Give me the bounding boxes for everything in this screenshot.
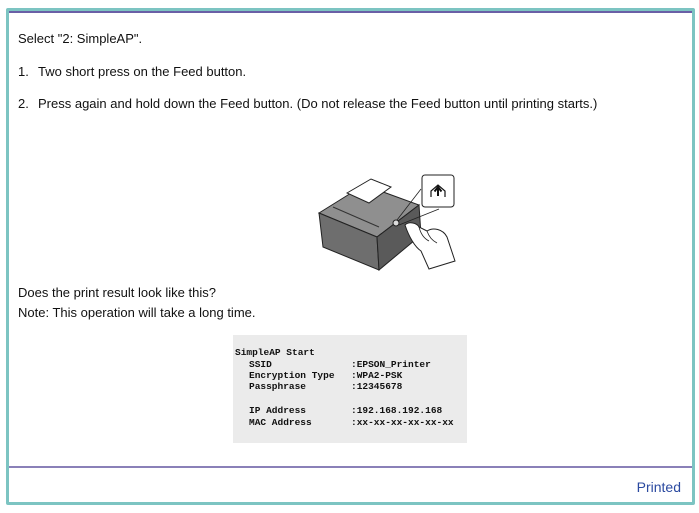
select-instruction: Select "2: SimpleAP". bbox=[18, 31, 143, 46]
pressing-hand-icon bbox=[405, 223, 455, 269]
step-2-text: Press again and hold down the Feed button. (Do not release the Feed button until printing starts.) bbox=[38, 96, 598, 111]
step-1 bbox=[18, 64, 246, 79]
receipt-value: :xx-xx-xx-xx-xx-xx bbox=[351, 417, 454, 428]
receipt-sample bbox=[233, 335, 467, 443]
printer-illustration bbox=[309, 165, 467, 275]
feed-button-icon bbox=[422, 175, 454, 207]
receipt-title: SimpleAP Start bbox=[235, 347, 315, 358]
step-1-text: Two short press on the Feed button. bbox=[38, 64, 247, 79]
receipt-label: Encryption Type bbox=[249, 370, 335, 381]
footer-divider bbox=[9, 466, 692, 468]
receipt-label: Passphrase bbox=[249, 381, 307, 392]
receipt-label: SSID bbox=[249, 359, 272, 370]
print-result-question: Does the print result look like this? bbox=[18, 285, 216, 300]
receipt-value: :12345678 bbox=[351, 381, 403, 392]
top-accent-line bbox=[9, 11, 692, 13]
receipt-value: :WPA2-PSK bbox=[351, 370, 403, 381]
receipt-value: :EPSON_Printer bbox=[351, 359, 431, 370]
receipt-label: MAC Address bbox=[249, 417, 312, 428]
step-2-number: 2. bbox=[18, 96, 29, 111]
duration-note: Note: This operation will take a long time. bbox=[18, 305, 256, 320]
printed-button[interactable]: Printed bbox=[636, 479, 681, 495]
step-2 bbox=[18, 96, 597, 111]
feed-button-spot bbox=[393, 220, 399, 226]
receipt-label: IP Address bbox=[249, 405, 307, 416]
step-1-number: 1. bbox=[18, 64, 29, 79]
receipt-value: :192.168.192.168 bbox=[351, 405, 443, 416]
dialog-frame bbox=[6, 8, 695, 505]
